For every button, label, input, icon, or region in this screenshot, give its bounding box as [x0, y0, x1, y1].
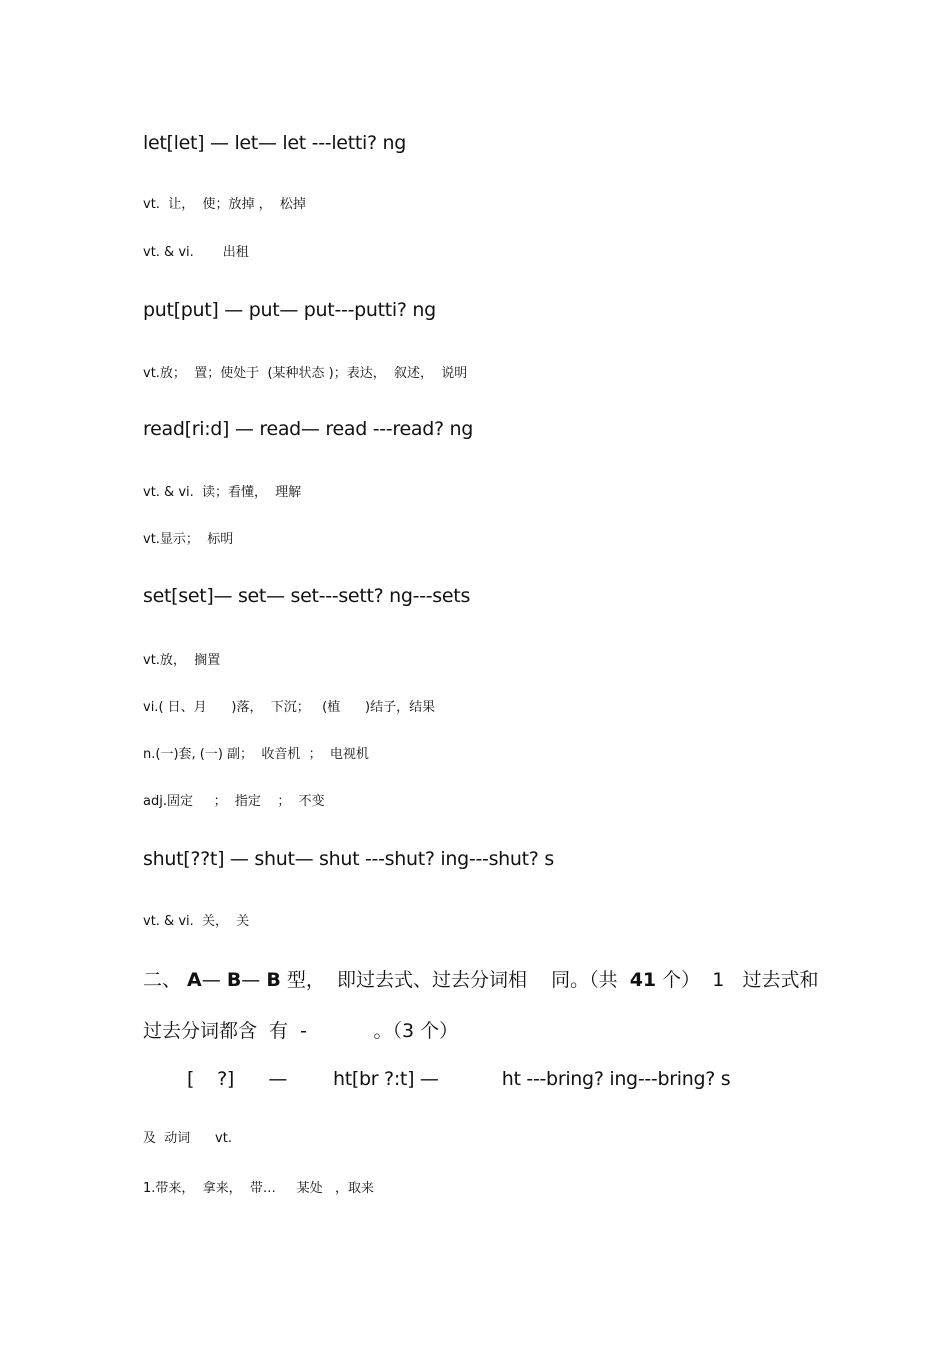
entry-set-def-4: adj.固定 ； 指定 ； 不变	[143, 794, 325, 809]
entry-shut-head: shut[??t] — shut— shut ---shut? ing---shut? s	[143, 848, 554, 870]
section-dash-1: —	[201, 969, 227, 991]
entry-let-def-1: vt. 让， 使；放掉 ， 松掉	[143, 197, 306, 212]
entry-shut-def-1: vt. & vi. 关， 关	[143, 914, 250, 929]
entry-put-head: put[put] — put— put---putti? ng	[143, 299, 436, 321]
section-count: 41	[629, 969, 657, 991]
entry-read-head: read[ri:d] — read— read ---read? ng	[143, 418, 473, 440]
entry-let-head: let[let] — let— let ---letti? ng	[143, 132, 406, 154]
entry-set-head: set[set]— set— set---sett? ng---sets	[143, 585, 471, 607]
section-heading	[143, 965, 818, 992]
bring-def-1: 1.带来， 拿来， 带… 某处 ，取来	[143, 1181, 374, 1196]
entry-set-def-3: n.(一)套, (一) 副； 收音机 ； 电视机	[143, 747, 369, 762]
entry-set-def-1: vt.放， 搁置	[143, 653, 221, 668]
section-dash-2: —	[241, 969, 267, 991]
entry-bring-head: [ ?] — ht[br ?:t] — ht ---bring? ing---bring? s	[187, 1068, 731, 1090]
entry-read-def-2: vt.显示； 标明	[143, 532, 234, 547]
entry-put-def-1: vt.放； 置；使处于 (某种状态 )；表达， 叙述， 说明	[143, 366, 468, 381]
section-bold-a: A	[187, 969, 202, 991]
section-end: 个） 1 过去式和	[656, 969, 819, 991]
entry-let-def-2: vt. & vi. 出租	[143, 245, 249, 260]
entry-read-def-1: vt. & vi. 读；看懂， 理解	[143, 485, 302, 500]
section-mid: 型， 即过去式、过去分词相 同。（共	[280, 969, 630, 991]
section-bold-b1: B	[226, 969, 242, 991]
entry-set-def-2: vi.( 日、月 )落， 下沉； (植 )结子，结果	[143, 700, 436, 715]
section-line-2: 过去分词都含 有 - 。（3 个）	[143, 1020, 459, 1042]
bring-pos: 及 动词 vt.	[143, 1131, 232, 1146]
section-bold-b2: B	[266, 969, 281, 991]
section-prefix: 二、	[143, 969, 188, 991]
